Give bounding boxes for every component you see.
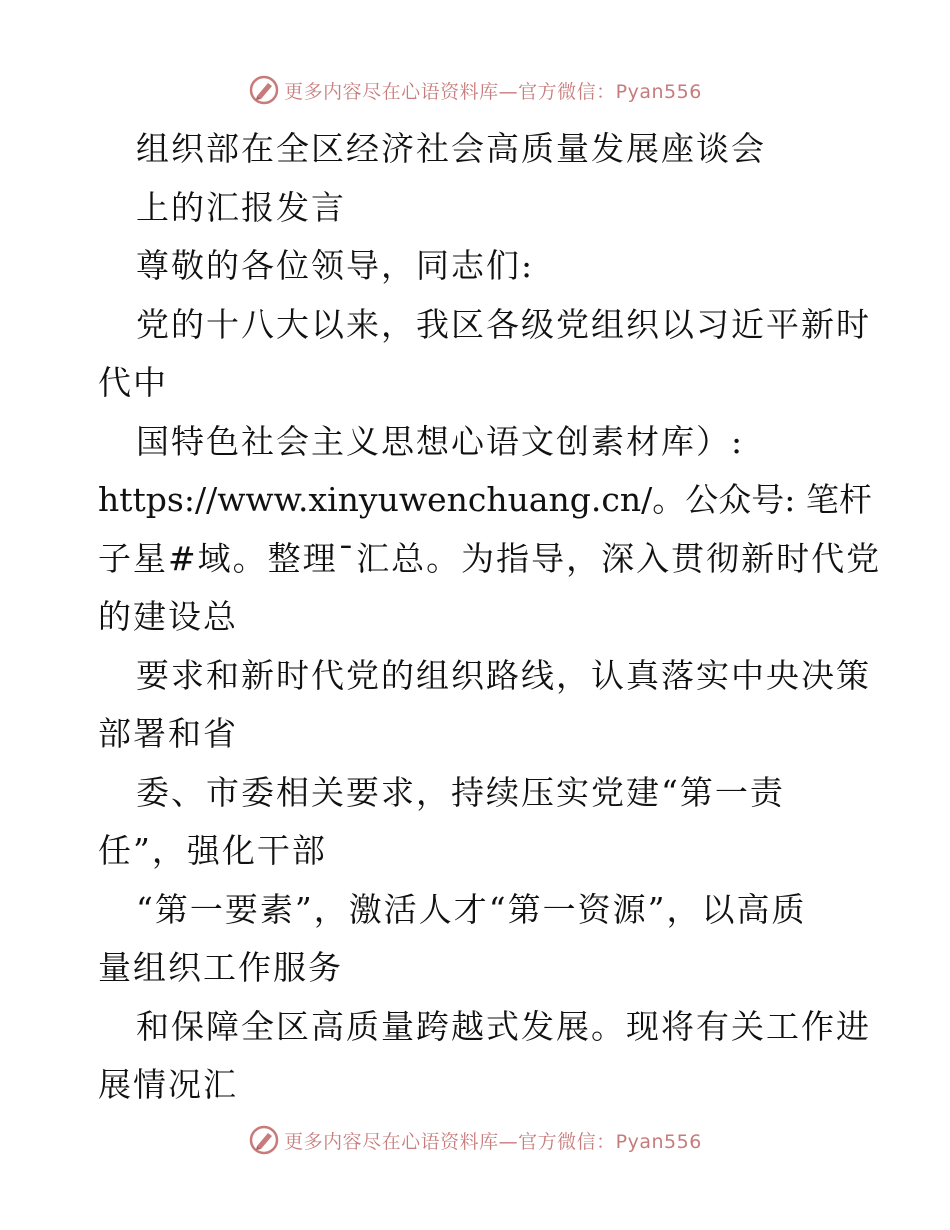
pen-logo-icon xyxy=(248,74,280,106)
document-body xyxy=(98,120,882,1115)
watermark-text: 更多内容尽在心语资料库—官方微信：Pyan556 xyxy=(284,80,702,103)
body-line: 国特色社会主义思想心语文创素材库）: xyxy=(136,421,745,461)
body-line: 党的十八大以来，我区各级党组织以习近平新时 xyxy=(136,304,871,344)
url-line: https://www.xinyuwenchuang.cn/。公众号: 笔杆 xyxy=(98,480,872,519)
body-line: 部署和省 xyxy=(98,714,238,753)
body-line: “第一要素”，激活人才“第一资源”，以高质 xyxy=(136,889,807,929)
title-line-2: 上的汇报发言 xyxy=(136,187,346,227)
body-line: 的建设总 xyxy=(98,597,238,636)
salutation-line: 尊敬的各位领导，同志们: xyxy=(136,246,535,285)
pen-logo-icon xyxy=(248,1124,280,1156)
body-line: 展情况汇 xyxy=(98,1065,238,1104)
body-line: 委、市委相关要求，持续压实党建“第一责 xyxy=(136,772,785,812)
watermark-text: 更多内容尽在心语资料库—官方微信：Pyan556 xyxy=(284,1130,702,1153)
body-line: 子星#域。整理¯汇总。为指导，深入贯彻新时代党 xyxy=(98,538,882,578)
body-line: 量组织工作服务 xyxy=(98,948,343,987)
footer-watermark-banner xyxy=(0,1120,950,1160)
title-line-1: 组织部在全区经济社会高质量发展座谈会 xyxy=(136,129,766,168)
body-line: 代中 xyxy=(98,363,168,402)
body-line: 要求和新时代党的组织路线，认真落实中央决策 xyxy=(136,655,871,695)
body-line: 和保障全区高质量跨越式发展。现将有关工作进 xyxy=(136,1006,871,1046)
header-watermark-banner xyxy=(0,70,950,110)
body-line: 任”，强化干部 xyxy=(98,831,327,870)
